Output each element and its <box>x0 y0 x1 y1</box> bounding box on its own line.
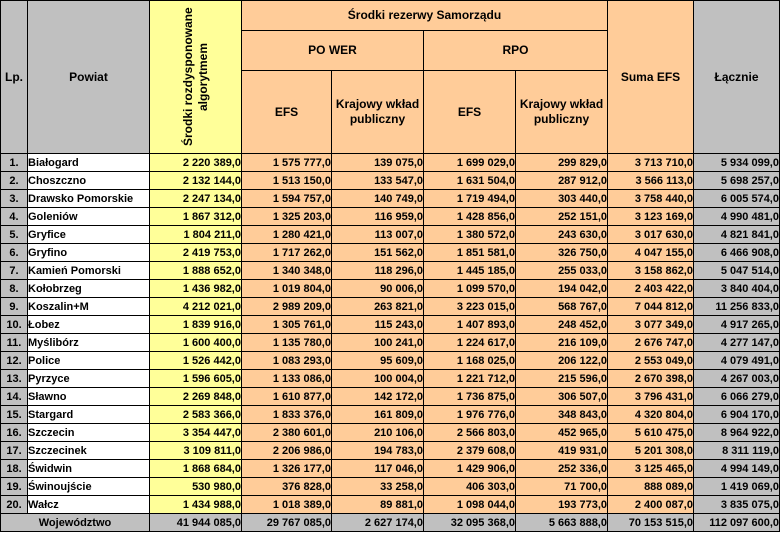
table-row <box>1 226 780 244</box>
cell-rpo-kwp: 326 750,0 <box>516 244 608 262</box>
table-row <box>1 154 780 172</box>
cell-rpo-efs: 1 407 893,0 <box>424 316 516 334</box>
cell-rpo-efs: 1 851 581,0 <box>424 244 516 262</box>
cell-algorytm: 3 109 811,0 <box>150 442 242 460</box>
cell-lacznie: 6 904 170,0 <box>694 406 780 424</box>
total-label: Województwo <box>1 514 150 532</box>
header-rpo-kwp: Krajowy wkład publiczny <box>516 71 608 154</box>
cell-lp: 15. <box>1 406 28 424</box>
cell-lacznie: 5 934 099,0 <box>694 154 780 172</box>
cell-lp: 8. <box>1 280 28 298</box>
cell-rpo-kwp: 215 596,0 <box>516 370 608 388</box>
cell-powier-kwp: 116 959,0 <box>332 208 424 226</box>
cell-algorytm: 1 888 652,0 <box>150 262 242 280</box>
cell-lp: 5. <box>1 226 28 244</box>
cell-powier-efs: 1 083 293,0 <box>242 352 332 370</box>
total-rpo-efs: 32 095 368,0 <box>424 514 516 532</box>
cell-powiat: Sławno <box>28 388 150 406</box>
cell-rpo-efs: 1 224 617,0 <box>424 334 516 352</box>
table-row <box>1 208 780 226</box>
cell-rpo-kwp: 216 109,0 <box>516 334 608 352</box>
cell-suma-efs: 2 553 049,0 <box>608 352 694 370</box>
cell-algorytm: 2 419 753,0 <box>150 244 242 262</box>
cell-suma-efs: 7 044 812,0 <box>608 298 694 316</box>
cell-powiat: Gryfino <box>28 244 150 262</box>
cell-rpo-kwp: 252 151,0 <box>516 208 608 226</box>
cell-powiat: Drawsko Pomorskie <box>28 190 150 208</box>
cell-rpo-kwp: 452 965,0 <box>516 424 608 442</box>
header-lacznie: Łącznie <box>694 1 780 154</box>
cell-lacznie: 4 821 841,0 <box>694 226 780 244</box>
cell-powier-kwp: 95 609,0 <box>332 352 424 370</box>
cell-suma-efs: 3 123 169,0 <box>608 208 694 226</box>
cell-algorytm: 1 434 988,0 <box>150 496 242 514</box>
cell-rpo-efs: 1 976 776,0 <box>424 406 516 424</box>
cell-powier-efs: 1 513 150,0 <box>242 172 332 190</box>
cell-lacznie: 4 277 147,0 <box>694 334 780 352</box>
cell-powier-kwp: 194 783,0 <box>332 442 424 460</box>
cell-rpo-efs: 2 566 803,0 <box>424 424 516 442</box>
cell-lacznie: 4 917 265,0 <box>694 316 780 334</box>
cell-powier-kwp: 113 007,0 <box>332 226 424 244</box>
table-row <box>1 406 780 424</box>
cell-rpo-kwp: 194 042,0 <box>516 280 608 298</box>
total-lacznie: 112 097 600,0 <box>694 514 780 532</box>
cell-powier-kwp: 117 046,0 <box>332 460 424 478</box>
cell-rpo-efs: 1 719 494,0 <box>424 190 516 208</box>
cell-lacznie: 3 840 404,0 <box>694 280 780 298</box>
cell-lacznie: 4 267 003,0 <box>694 370 780 388</box>
cell-powier-efs: 1 280 421,0 <box>242 226 332 244</box>
total-row <box>1 514 780 532</box>
cell-suma-efs: 2 670 398,0 <box>608 370 694 388</box>
cell-powier-kwp: 151 562,0 <box>332 244 424 262</box>
cell-powier-kwp: 263 821,0 <box>332 298 424 316</box>
cell-rpo-efs: 1 221 712,0 <box>424 370 516 388</box>
cell-algorytm: 2 132 144,0 <box>150 172 242 190</box>
cell-lp: 17. <box>1 442 28 460</box>
header-algorytm <box>150 1 242 154</box>
table-row <box>1 460 780 478</box>
cell-powier-kwp: 210 106,0 <box>332 424 424 442</box>
table-row <box>1 316 780 334</box>
cell-suma-efs: 3 566 113,0 <box>608 172 694 190</box>
cell-lacznie: 6 466 908,0 <box>694 244 780 262</box>
cell-rpo-efs: 1 736 875,0 <box>424 388 516 406</box>
header-powiat: Powiat <box>28 1 150 154</box>
cell-suma-efs: 5 201 308,0 <box>608 442 694 460</box>
cell-suma-efs: 3 758 440,0 <box>608 190 694 208</box>
table-row <box>1 334 780 352</box>
table-row <box>1 244 780 262</box>
cell-powier-efs: 1 575 777,0 <box>242 154 332 172</box>
cell-suma-efs: 2 400 087,0 <box>608 496 694 514</box>
cell-rpo-efs: 3 223 015,0 <box>424 298 516 316</box>
cell-algorytm: 2 269 848,0 <box>150 388 242 406</box>
cell-rpo-efs: 1 445 185,0 <box>424 262 516 280</box>
cell-powier-kwp: 90 006,0 <box>332 280 424 298</box>
cell-powiat: Kamień Pomorski <box>28 262 150 280</box>
table-row <box>1 496 780 514</box>
cell-powier-efs: 1 019 804,0 <box>242 280 332 298</box>
cell-lp: 18. <box>1 460 28 478</box>
cell-rpo-efs: 1 699 029,0 <box>424 154 516 172</box>
cell-lacznie: 4 990 481,0 <box>694 208 780 226</box>
cell-powiat: Kołobrzeg <box>28 280 150 298</box>
cell-powier-efs: 1 610 877,0 <box>242 388 332 406</box>
cell-lp: 19. <box>1 478 28 496</box>
cell-rpo-kwp: 248 452,0 <box>516 316 608 334</box>
table-row <box>1 352 780 370</box>
table-row <box>1 190 780 208</box>
cell-algorytm: 1 839 916,0 <box>150 316 242 334</box>
total-powier-efs: 29 767 085,0 <box>242 514 332 532</box>
cell-powier-kwp: 118 296,0 <box>332 262 424 280</box>
cell-algorytm: 1 867 312,0 <box>150 208 242 226</box>
cell-powier-efs: 1 717 262,0 <box>242 244 332 262</box>
cell-suma-efs: 3 077 349,0 <box>608 316 694 334</box>
total-powier-kwp: 2 627 174,0 <box>332 514 424 532</box>
cell-powier-kwp: 115 243,0 <box>332 316 424 334</box>
cell-rpo-efs: 2 379 608,0 <box>424 442 516 460</box>
table-row <box>1 298 780 316</box>
cell-algorytm: 530 980,0 <box>150 478 242 496</box>
cell-rpo-kwp: 303 440,0 <box>516 190 608 208</box>
cell-suma-efs: 4 047 155,0 <box>608 244 694 262</box>
cell-algorytm: 1 596 605,0 <box>150 370 242 388</box>
cell-powier-kwp: 142 172,0 <box>332 388 424 406</box>
header-rezerwa: Środki rezerwy Samorządu <box>242 1 608 31</box>
cell-powiat: Stargard <box>28 406 150 424</box>
total-rpo-kwp: 5 663 888,0 <box>516 514 608 532</box>
cell-rpo-efs: 1 099 570,0 <box>424 280 516 298</box>
cell-powiat: Choszczno <box>28 172 150 190</box>
header-algorytm-text: Środki rozdysponowane algorytmem <box>180 7 210 147</box>
cell-algorytm: 1 600 400,0 <box>150 334 242 352</box>
cell-rpo-kwp: 243 630,0 <box>516 226 608 244</box>
cell-lp: 2. <box>1 172 28 190</box>
cell-powiat: Białogard <box>28 154 150 172</box>
header-powier-efs: EFS <box>242 71 332 154</box>
cell-lacznie: 6 066 279,0 <box>694 388 780 406</box>
header-rpo: RPO <box>424 31 608 71</box>
cell-powiat: Szczecin <box>28 424 150 442</box>
cell-algorytm: 2 247 134,0 <box>150 190 242 208</box>
cell-algorytm: 2 220 389,0 <box>150 154 242 172</box>
cell-rpo-efs: 1 380 572,0 <box>424 226 516 244</box>
cell-algorytm: 1 804 211,0 <box>150 226 242 244</box>
header-lp: Lp. <box>1 1 28 154</box>
cell-rpo-efs: 1 428 856,0 <box>424 208 516 226</box>
cell-powiat: Łobez <box>28 316 150 334</box>
cell-suma-efs: 3 713 710,0 <box>608 154 694 172</box>
cell-rpo-kwp: 299 829,0 <box>516 154 608 172</box>
cell-rpo-kwp: 206 122,0 <box>516 352 608 370</box>
cell-suma-efs: 888 089,0 <box>608 478 694 496</box>
cell-rpo-efs: 1 168 025,0 <box>424 352 516 370</box>
cell-lp: 9. <box>1 298 28 316</box>
table-body <box>1 154 780 514</box>
cell-powiat: Myślibórz <box>28 334 150 352</box>
cell-rpo-kwp: 193 773,0 <box>516 496 608 514</box>
cell-lacznie: 11 256 833,0 <box>694 298 780 316</box>
cell-powier-kwp: 161 809,0 <box>332 406 424 424</box>
cell-powiat: Pyrzyce <box>28 370 150 388</box>
table-row <box>1 424 780 442</box>
cell-algorytm: 1 526 442,0 <box>150 352 242 370</box>
cell-lp: 10. <box>1 316 28 334</box>
table-row <box>1 388 780 406</box>
cell-powiat: Koszalin+M <box>28 298 150 316</box>
cell-powier-efs: 2 380 601,0 <box>242 424 332 442</box>
cell-lp: 16. <box>1 424 28 442</box>
cell-lp: 20. <box>1 496 28 514</box>
cell-lp: 13. <box>1 370 28 388</box>
cell-lp: 11. <box>1 334 28 352</box>
cell-rpo-kwp: 287 912,0 <box>516 172 608 190</box>
cell-powier-efs: 1 325 203,0 <box>242 208 332 226</box>
cell-suma-efs: 4 320 804,0 <box>608 406 694 424</box>
cell-suma-efs: 3 158 862,0 <box>608 262 694 280</box>
cell-powier-kwp: 133 547,0 <box>332 172 424 190</box>
cell-powier-efs: 376 828,0 <box>242 478 332 496</box>
cell-powier-kwp: 140 749,0 <box>332 190 424 208</box>
cell-powier-kwp: 139 075,0 <box>332 154 424 172</box>
cell-lacznie: 5 047 514,0 <box>694 262 780 280</box>
cell-powier-kwp: 100 241,0 <box>332 334 424 352</box>
cell-powiat: Police <box>28 352 150 370</box>
cell-lp: 14. <box>1 388 28 406</box>
cell-powiat: Szczecinek <box>28 442 150 460</box>
cell-lacznie: 6 005 574,0 <box>694 190 780 208</box>
cell-powier-kwp: 100 004,0 <box>332 370 424 388</box>
cell-powiat: Goleniów <box>28 208 150 226</box>
cell-algorytm: 4 212 021,0 <box>150 298 242 316</box>
cell-lacznie: 4 994 149,0 <box>694 460 780 478</box>
cell-suma-efs: 2 676 747,0 <box>608 334 694 352</box>
cell-lacznie: 8 311 119,0 <box>694 442 780 460</box>
cell-suma-efs: 2 403 422,0 <box>608 280 694 298</box>
cell-lp: 3. <box>1 190 28 208</box>
cell-suma-efs: 3 796 431,0 <box>608 388 694 406</box>
table-row <box>1 442 780 460</box>
cell-algorytm: 3 354 447,0 <box>150 424 242 442</box>
cell-powier-efs: 1 833 376,0 <box>242 406 332 424</box>
cell-lacznie: 4 079 491,0 <box>694 352 780 370</box>
cell-lp: 1. <box>1 154 28 172</box>
cell-powier-efs: 1 326 177,0 <box>242 460 332 478</box>
cell-powier-efs: 1 135 780,0 <box>242 334 332 352</box>
cell-lp: 4. <box>1 208 28 226</box>
cell-algorytm: 1 436 982,0 <box>150 280 242 298</box>
cell-powier-efs: 2 206 986,0 <box>242 442 332 460</box>
cell-rpo-kwp: 348 843,0 <box>516 406 608 424</box>
table-row <box>1 262 780 280</box>
table-row <box>1 370 780 388</box>
table-row <box>1 172 780 190</box>
cell-rpo-kwp: 252 336,0 <box>516 460 608 478</box>
cell-rpo-efs: 1 631 504,0 <box>424 172 516 190</box>
table-row <box>1 280 780 298</box>
cell-powiat: Świnoujście <box>28 478 150 496</box>
cell-powiat: Świdwin <box>28 460 150 478</box>
cell-powier-kwp: 89 881,0 <box>332 496 424 514</box>
cell-algorytm: 1 868 684,0 <box>150 460 242 478</box>
cell-rpo-efs: 406 303,0 <box>424 478 516 496</box>
cell-lacznie: 3 835 075,0 <box>694 496 780 514</box>
cell-powier-kwp: 33 258,0 <box>332 478 424 496</box>
cell-lacznie: 1 419 069,0 <box>694 478 780 496</box>
cell-powiat: Gryfice <box>28 226 150 244</box>
cell-powier-efs: 2 989 209,0 <box>242 298 332 316</box>
header-rpo-efs: EFS <box>424 71 516 154</box>
cell-powiat: Wałcz <box>28 496 150 514</box>
header-powier: PO WER <box>242 31 424 71</box>
header-suma-efs: Suma EFS <box>608 1 694 154</box>
cell-lacznie: 5 698 257,0 <box>694 172 780 190</box>
cell-suma-efs: 3 125 465,0 <box>608 460 694 478</box>
header-powier-kwp: Krajowy wkład publiczny <box>332 71 424 154</box>
total-suma-efs: 70 153 515,0 <box>608 514 694 532</box>
cell-rpo-efs: 1 429 906,0 <box>424 460 516 478</box>
cell-lp: 6. <box>1 244 28 262</box>
cell-powier-efs: 1 340 348,0 <box>242 262 332 280</box>
cell-lacznie: 8 964 922,0 <box>694 424 780 442</box>
cell-lp: 7. <box>1 262 28 280</box>
cell-rpo-kwp: 568 767,0 <box>516 298 608 316</box>
table-row <box>1 478 780 496</box>
cell-rpo-kwp: 306 507,0 <box>516 388 608 406</box>
cell-suma-efs: 3 017 630,0 <box>608 226 694 244</box>
cell-rpo-kwp: 71 700,0 <box>516 478 608 496</box>
cell-rpo-kwp: 419 931,0 <box>516 442 608 460</box>
total-algorytm: 41 944 085,0 <box>150 514 242 532</box>
cell-algorytm: 2 583 366,0 <box>150 406 242 424</box>
cell-rpo-kwp: 255 033,0 <box>516 262 608 280</box>
cell-suma-efs: 5 610 475,0 <box>608 424 694 442</box>
cell-powier-efs: 1 133 086,0 <box>242 370 332 388</box>
cell-rpo-efs: 1 098 044,0 <box>424 496 516 514</box>
cell-lp: 12. <box>1 352 28 370</box>
cell-powier-efs: 1 594 757,0 <box>242 190 332 208</box>
cell-powier-efs: 1 305 761,0 <box>242 316 332 334</box>
cell-powier-efs: 1 018 389,0 <box>242 496 332 514</box>
